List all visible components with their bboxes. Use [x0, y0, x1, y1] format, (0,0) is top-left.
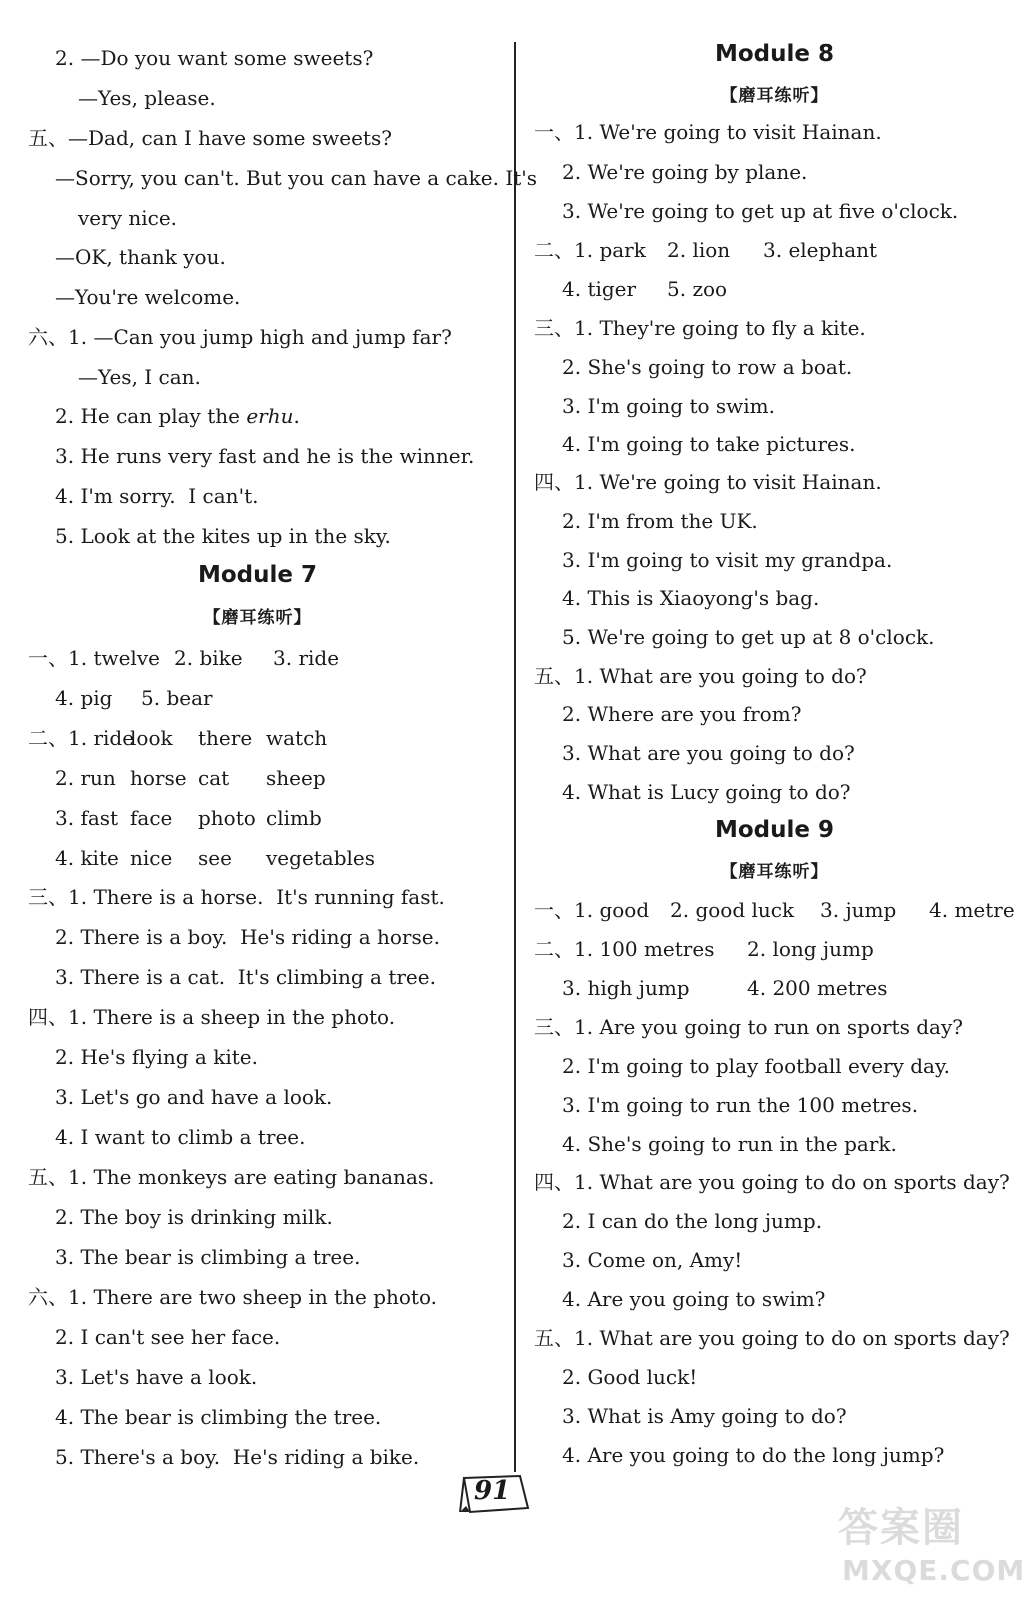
word-cell: 二、1. ride — [28, 726, 135, 750]
answer-line: 4. I'm going to take pictures. — [562, 432, 856, 456]
answer-line: very nice. — [78, 206, 178, 230]
answer-line: 3. He runs very fast and he is the winner. — [55, 444, 475, 468]
answer-line: 2. I can't see her face. — [55, 1325, 281, 1349]
watermark-logo: 答案圈 — [838, 1505, 964, 1551]
answer-line: 2. He's flying a kite. — [55, 1045, 258, 1069]
answer-line: 3. I'm going to visit my grandpa. — [562, 548, 893, 572]
answer-line: 2. She's going to row a boat. — [562, 355, 853, 379]
module-7-title: Module 7 — [197, 562, 318, 588]
module-8-title: Module 8 — [714, 41, 835, 67]
module-9-subtitle: 【磨耳练听】 — [720, 862, 829, 882]
answer-item: 一、1. twelve — [28, 646, 160, 670]
word-cell: see — [198, 846, 232, 870]
answer-item: 4. metre — [929, 898, 1015, 922]
answer-item: 5. bear — [141, 686, 213, 710]
answer-line: 4. Are you going to do the long jump? — [562, 1443, 945, 1467]
word-cell: there — [198, 726, 253, 750]
answer-line: 3. What is Amy going to do? — [562, 1404, 847, 1428]
answer-item: 2. good luck — [670, 898, 795, 922]
answer-line: 2. I can do the long jump. — [562, 1209, 823, 1233]
answer-item: 2. lion — [667, 238, 731, 262]
answer-item: 2. bike — [174, 646, 243, 670]
answer-item: 3. jump — [820, 898, 897, 922]
answer-item: 3. ride — [273, 646, 340, 670]
answer-line: 4. I want to climb a tree. — [55, 1125, 306, 1149]
answer-line: 3. What are you going to do? — [562, 741, 855, 765]
answer-line: 三、1. They're going to fly a kite. — [534, 316, 866, 340]
watermark-url: MXQE.COM — [842, 1554, 1026, 1587]
word-cell: look — [130, 726, 173, 750]
erhu-word: erhu — [246, 404, 294, 428]
answer-line — [28, 646, 160, 670]
answer-line: —Yes, I can. — [78, 365, 201, 389]
word-cell: watch — [266, 726, 328, 750]
answer-line: 五、1. What are you going to do on sports day? — [534, 1326, 1010, 1350]
answer-line: 3. I'm going to run the 100 metres. — [562, 1093, 919, 1117]
answer-line: 4. What is Lucy going to do? — [562, 780, 851, 804]
word-cell: horse — [130, 766, 187, 790]
answer-line: —You're welcome. — [55, 285, 241, 309]
module-8-subtitle: 【磨耳练听】 — [720, 86, 829, 106]
answer-line: 五、1. What are you going to do? — [534, 664, 867, 688]
answer-item: 5. zoo — [667, 277, 728, 301]
answer-line: 2. I'm from the UK. — [562, 509, 758, 533]
answer-line: 3. Come on, Amy! — [562, 1248, 743, 1272]
page-number — [458, 1472, 532, 1516]
word-cell: 4. kite — [55, 846, 119, 870]
watermark — [834, 1496, 1024, 1596]
answer-item: 4. pig — [55, 686, 113, 710]
answer-line: —OK, thank you. — [55, 245, 226, 269]
answer-line: 4. I'm sorry. I can't. — [55, 484, 259, 508]
answer-line: 一、1. We're going to visit Hainan. — [534, 120, 882, 144]
answer-line: 4. The bear is climbing the tree. — [55, 1405, 382, 1429]
word-cell: 2. run — [55, 766, 116, 790]
answer-line: —Sorry, you can't. But you can have a cake. It's — [55, 166, 538, 190]
module-9-title: Module 9 — [714, 817, 835, 843]
answer-item: 一、1. good — [534, 898, 650, 922]
answer-item: 3. elephant — [763, 238, 878, 262]
period: . — [293, 404, 300, 428]
word-cell: nice — [130, 846, 173, 870]
answer-line: —Yes, please. — [78, 86, 216, 110]
module-7-subtitle: 【磨耳练听】 — [203, 608, 312, 628]
answer-line: 2. Good luck! — [562, 1365, 698, 1389]
answer-line: 四、1. We're going to visit Hainan. — [534, 470, 882, 494]
answer-line: 三、1. Are you going to run on sports day? — [534, 1015, 963, 1039]
answer-line: 4. Are you going to swim? — [562, 1287, 826, 1311]
column-divider — [514, 42, 516, 1472]
answer-item: 4. tiger — [562, 277, 637, 301]
answer-line: 四、1. What are you going to do on sports day? — [534, 1170, 1010, 1194]
answer-item: 2. long jump — [747, 937, 874, 961]
word-cell: sheep — [266, 766, 326, 790]
answer-line: 5. Look at the kites up in the sky. — [55, 524, 391, 548]
answer-line: 三、1. There is a horse. It's running fast. — [28, 885, 445, 909]
answer-item: 3. high jump — [562, 976, 690, 1000]
answer-text: 2. He can play the — [55, 404, 247, 428]
answer-line: 5. We're going to get up at 8 o'clock. — [562, 625, 935, 649]
answer-line: 3. Let's have a look. — [55, 1365, 258, 1389]
answer-line — [55, 404, 300, 428]
answer-line: 3. I'm going to swim. — [562, 394, 775, 418]
word-cell: face — [130, 806, 173, 830]
answer-line: 2. —Do you want some sweets? — [55, 46, 374, 70]
answer-line: 五、—Dad, can I have some sweets? — [28, 126, 392, 150]
answer-line: 3. We're going to get up at five o'clock. — [562, 199, 959, 223]
answer-line: 六、1. There are two sheep in the photo. — [28, 1285, 438, 1309]
answer-line: 2. There is a boy. He's riding a horse. — [55, 925, 440, 949]
answer-item: 4. 200 metres — [747, 976, 888, 1000]
answer-item: 二、1. park — [534, 238, 646, 262]
word-cell: vegetables — [266, 846, 376, 870]
answer-line: 四、1. There is a sheep in the photo. — [28, 1005, 396, 1029]
answer-line: 2. The boy is drinking milk. — [55, 1205, 333, 1229]
word-cell: 3. fast — [55, 806, 119, 830]
answer-line: 5. There's a boy. He's riding a bike. — [55, 1445, 420, 1469]
answer-line: 3. Let's go and have a look. — [55, 1085, 333, 1109]
answer-line: 3. The bear is climbing a tree. — [55, 1245, 361, 1269]
word-cell: climb — [266, 806, 322, 830]
answer-line: 4. She's going to run in the park. — [562, 1132, 897, 1156]
answer-line: 2. I'm going to play football every day. — [562, 1054, 950, 1078]
answer-line: 2. Where are you from? — [562, 702, 802, 726]
answer-line: 2. We're going by plane. — [562, 160, 808, 184]
word-cell: cat — [198, 766, 230, 790]
answer-line: 五、1. The monkeys are eating bananas. — [28, 1165, 435, 1189]
answer-line: 4. This is Xiaoyong's bag. — [562, 586, 820, 610]
answer-item: 二、1. 100 metres — [534, 937, 715, 961]
answer-line: 六、1. —Can you jump high and jump far? — [28, 325, 452, 349]
answer-line: 3. There is a cat. It's climbing a tree. — [55, 965, 436, 989]
word-cell: photo — [198, 806, 256, 830]
page-number-text: 91 — [474, 1476, 511, 1506]
